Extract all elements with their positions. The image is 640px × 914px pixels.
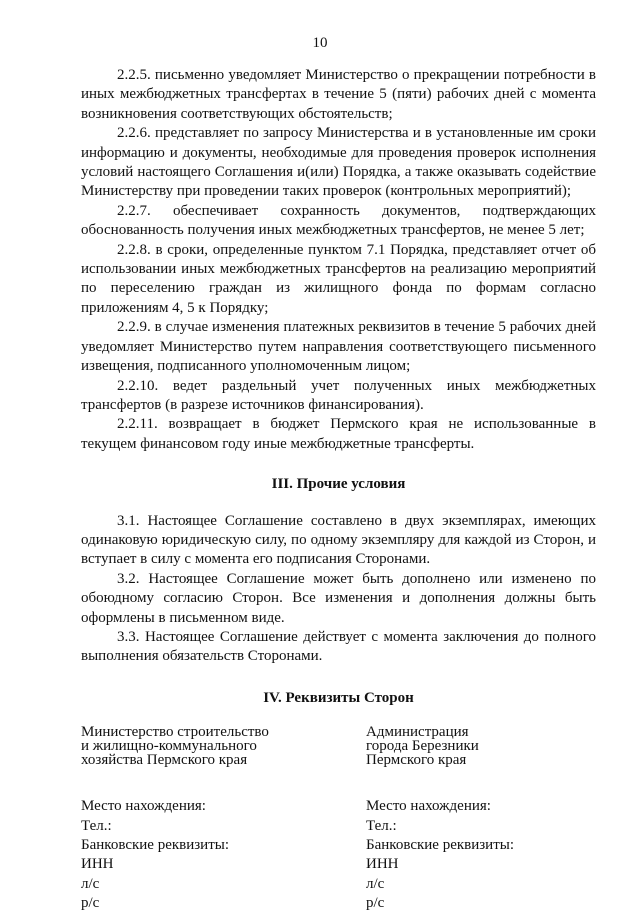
page-number: 10 — [312, 35, 328, 51]
party-right-inn: ИНН — [366, 856, 399, 873]
paragraph-2-2-5: 2.2.5. письменно уведомляет Министерство о прекращении потребности в иных межбюджетных трансфертах в течение 5 (пяти) рабочих дней с момента возникновения соответствующих обстоятельств; — [81, 67, 596, 122]
party-right-name-line: Пермского края — [366, 752, 467, 769]
party-right-location: Место нахождения: — [366, 798, 491, 815]
paragraph-2-2-11: 2.2.11. возвращает в бюджет Пермского края не использованные в текущем финансовом году иные межбюджетные трансферты. — [81, 416, 596, 452]
party-right-rs: р/с — [366, 895, 385, 912]
party-left-rs: р/с — [81, 895, 100, 912]
party-left — [81, 725, 311, 913]
party-left-inn: ИНН — [81, 856, 114, 873]
paragraph-3-2: 3.2. Настоящее Соглашение может быть дополнено или изменено по обоюдному согласию Сторон. Все изменения и дополнения должны быть оформлены в письменном виде. — [81, 570, 596, 626]
party-left-name-line: Министерство строительство — [81, 724, 269, 741]
section-4-heading: IV. Реквизиты Сторон — [263, 689, 414, 706]
party-right-phone: Тел.: — [366, 817, 397, 834]
paragraph-2-2-6: 2.2.6. представляет по запросу Министерства и в установленные им сроки информацию и документы, необходимые для проведения проверок исполнения условий настоящего Соглашения и(или) Порядка, а также оказывать содействие Министерству при проведении таких проверок (контрольных мероприятий); — [81, 125, 596, 200]
party-left-name-line: хозяйства Пермского края — [81, 752, 248, 769]
paragraph-3-1: 3.1. Настоящее Соглашение составлено в двух экземплярах, имеющих одинаковую юридическую силу, по одному экземпляру для каждой из Сторон, и вступает в силу с момента его подписания Сторонами. — [81, 512, 596, 568]
paragraph-2-2-7: 2.2.7. обеспечивает сохранность документов, подтверждающих обоснованность получения иных межбюджетных трансфертов, не менее 5 лет; — [81, 202, 596, 239]
paragraph-3-3: 3.3. Настоящее Соглашение действует с момента заключения до полного выполнения обязательств Сторонами. — [81, 628, 596, 665]
party-right-name-line: города Березники — [366, 738, 479, 755]
party-left-phone: Тел.: — [81, 817, 112, 834]
party-left-bank: Банковские реквизиты: — [81, 837, 230, 853]
paragraph-2-2-10: 2.2.10. ведет раздельный учет полученных иных межбюджетных трансфертов (в разрезе источников финансирования). — [81, 377, 596, 413]
party-left-ls: л/с — [81, 875, 100, 892]
spacer — [81, 767, 311, 797]
paragraph-2-2-9: 2.2.9. в случае изменения платежных реквизитов в течение 5 рабочих дней уведомляет Министерство путем направления соответствующего письменного извещения, подписанного уполномоченным лицом; — [81, 319, 596, 375]
paragraph-2-2-8: 2.2.8. в сроки, определенные пунктом 7.1 Порядка, представляет отчет об использовании иных межбюджетных трансфертов на реализацию мероприятий по переселению граждан из жилищного фонда по формам согласно приложениям 4, 5 к Порядку; — [81, 241, 596, 316]
party-left-location: Место нахождения: — [81, 798, 206, 815]
section-3-heading: III. Прочие условия — [271, 476, 406, 493]
party-requisites — [81, 725, 596, 913]
document-body — [81, 66, 596, 914]
party-left-name-line: и жилищно-коммунального — [81, 738, 257, 755]
party-right — [366, 725, 596, 913]
party-right-name-line: Администрация — [366, 724, 469, 741]
spacer — [366, 767, 596, 797]
party-right-bank: Банковские реквизиты: — [366, 837, 515, 853]
party-right-ls: л/с — [366, 875, 385, 892]
